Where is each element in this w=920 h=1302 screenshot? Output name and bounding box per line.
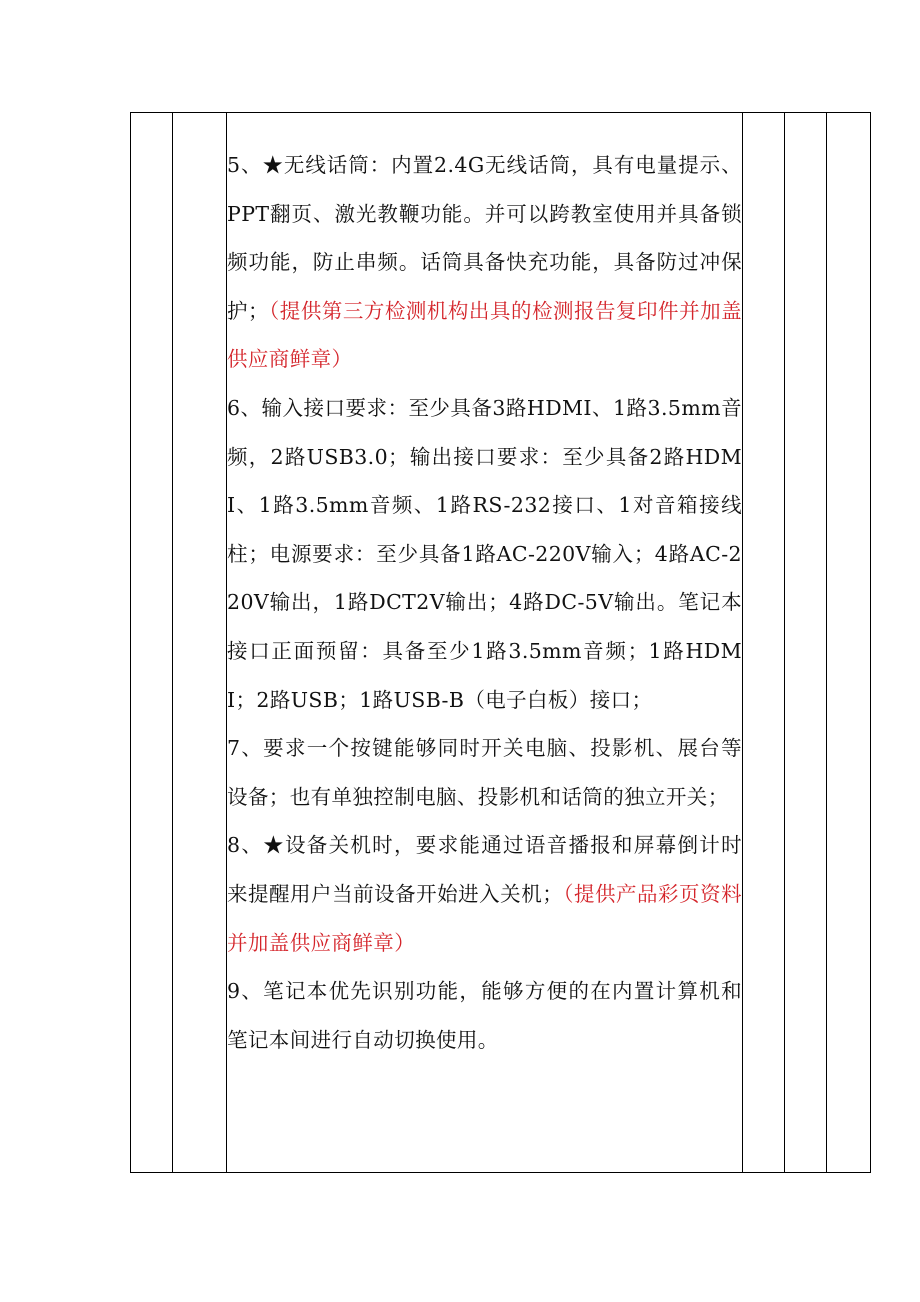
spec-item-5 xyxy=(227,141,742,384)
table-row xyxy=(131,113,871,1173)
empty-cell-1 xyxy=(131,113,173,1173)
spec-item-8 xyxy=(227,821,742,967)
empty-cell-4 xyxy=(743,113,785,1173)
empty-cell-5 xyxy=(785,113,827,1173)
spec-item-note: （提供第三方检测机构出具的检测报告复印件并加盖供应商鲜章） xyxy=(227,298,742,372)
empty-cell-2 xyxy=(173,113,227,1173)
spec-table xyxy=(130,112,871,1173)
spec-item-9 xyxy=(227,967,742,1064)
spec-item-text: 6、输入接口要求：至少具备3路HDMI、1路3.5mm音频，2路USB3.0；输出接口要求：至少具备2路HDMI、1路3.5mm音频、1路RS-232接口、1对音箱接线柱；电源要求：至少具备1路AC-220V输入；4路AC-220V输出，1路DCT2V输出；4路DC-5V输出。笔记本接口正面预留：具备至少1路3.5mm音频；1路HDMI；2路USB；1路USB-B（电子白板）接口； xyxy=(227,395,742,712)
spec-item-text: 8、★设备关机时，要求能通过语音播报和屏幕倒计时来提醒用户当前设备开始进入关机； xyxy=(227,833,742,906)
empty-cell-6 xyxy=(827,113,871,1173)
spec-item-7 xyxy=(227,724,742,821)
spec-content-cell xyxy=(227,113,743,1173)
spec-item-text: 5、★无线话筒：内置2.4G无线话筒，具有电量提示、PPT翻页、激光教鞭功能。并可以跨教室使用并具备锁频功能，防止串频。话筒具备快充功能，具备防过冲保护； xyxy=(227,153,742,323)
spec-item-text: 7、要求一个按键能够同时开关电脑、投影机、展台等设备；也有单独控制电脑、投影机和话筒的独立开关； xyxy=(227,736,742,809)
spec-item-note: （提供产品彩页资料并加盖供应商鲜章） xyxy=(227,881,742,955)
spec-item-6 xyxy=(227,384,742,724)
spec-item-text: 9、笔记本优先识别功能，能够方便的在内置计算机和笔记本间进行自动切换使用。 xyxy=(227,979,742,1052)
